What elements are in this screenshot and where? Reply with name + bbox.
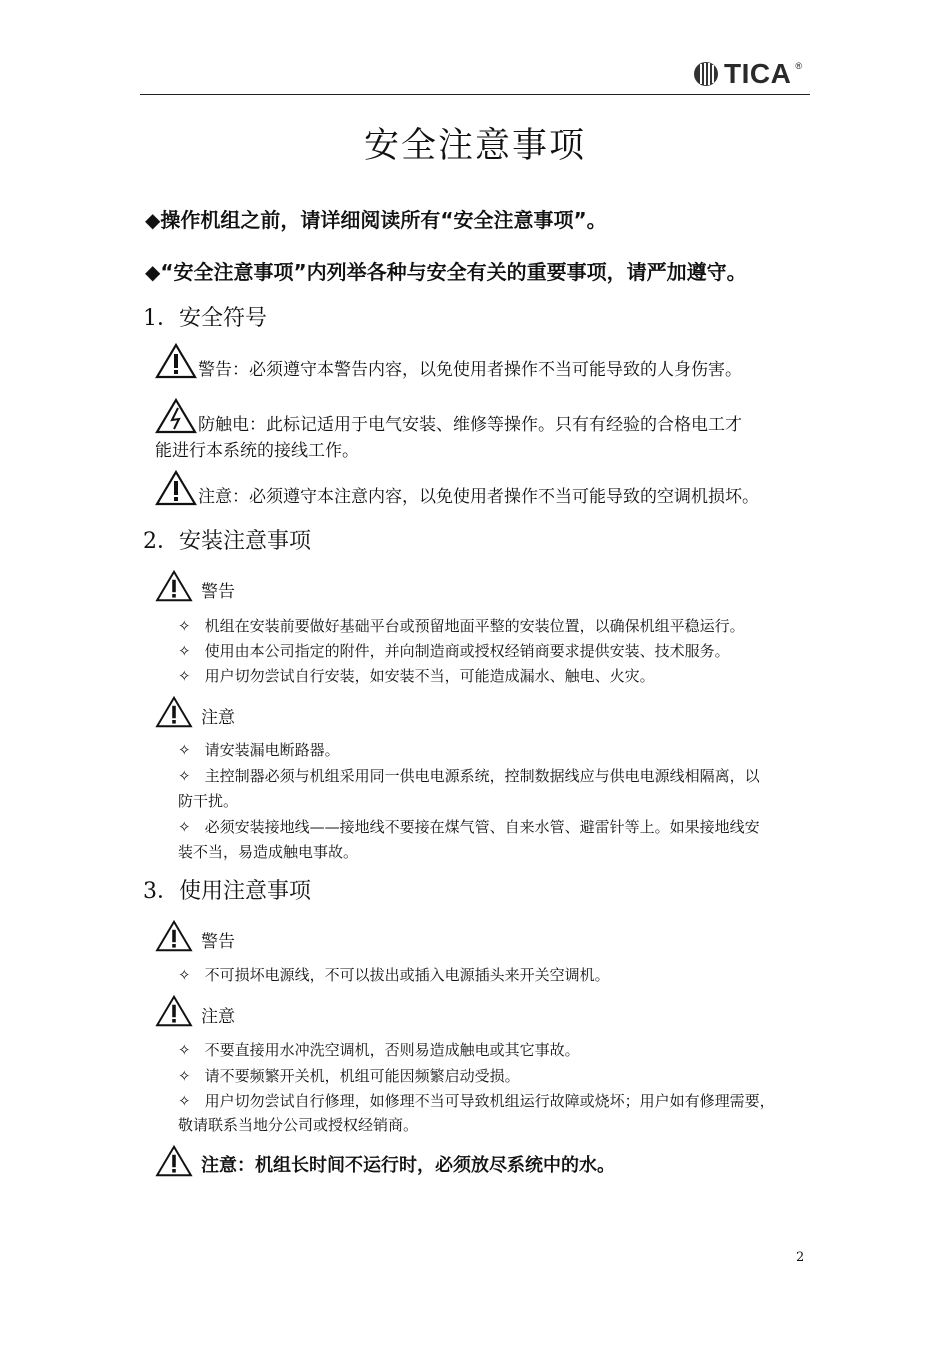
symbol-shock-text-2: 能进行本系统的接线工作。 [155, 441, 359, 461]
list-item-continuation: 敬请联系当地分公司或授权经销商。 [178, 1116, 419, 1134]
logo-text: TICA [724, 58, 792, 89]
symbol-warning-text: 警告：必须遵守本警告内容，以免使用者操作不当可能导致的人身伤害。 [198, 360, 742, 380]
symbol-caution-text: 注意：必须遵守本注意内容，以免使用者操作不当可能导致的空调机损坏。 [198, 487, 759, 507]
section3-caution-subhead [155, 995, 235, 1027]
list-item: ✧ 机组在安装前要做好基础平台或预留地面平整的安装位置，以确保机组平稳运行。 [178, 617, 745, 635]
page-number: 2 [796, 1250, 805, 1265]
list-item-continuation: 装不当，易造成触电事故。 [178, 843, 359, 861]
section3-warning-subhead [155, 920, 235, 952]
warning-triangle-icon [155, 343, 197, 379]
symbol-shock-line [155, 398, 815, 464]
caution-triangle-icon [155, 470, 197, 506]
final-caution-text: 注意：机组长时间不运行时，必须放尽系统中的水。 [201, 1155, 615, 1176]
list-item: ✧ 不要直接用水冲洗空调机，否则易造成触电或其它事故。 [178, 1041, 580, 1059]
symbol-warning-line [155, 343, 815, 383]
final-caution-note [155, 1145, 615, 1177]
warning-triangle-icon [155, 920, 193, 952]
logo-registered-mark: ® [795, 61, 802, 71]
section2-heading: 2．安装注意事项 [143, 529, 311, 554]
list-item-continuation: 防干扰。 [178, 792, 239, 810]
page-title: 安全注意事项 [363, 126, 586, 166]
section3-caution-label: 注意 [201, 1007, 235, 1027]
section2-caution-label: 注意 [201, 708, 235, 728]
symbol-shock-text: 防触电：此标记适用于电气安装、维修等操作。只有有经验的合格电工才 [198, 415, 742, 435]
caution-triangle-icon [155, 995, 193, 1027]
list-item: ✧ 用户切勿尝试自行修理，如修理不当可导致机组运行故障或烧坏；用户如有修理需要， [178, 1092, 775, 1110]
electric-shock-icon [155, 398, 197, 434]
caution-triangle-icon [155, 696, 193, 728]
list-item: ✧ 不可损坏电源线，不可以拔出或插入电源插头来开关空调机。 [178, 966, 610, 984]
header-rule [140, 94, 810, 95]
list-item: ✧ 请不要频繁开关机，机组可能因频繁启动受损。 [178, 1067, 520, 1085]
section2-caution-subhead [155, 696, 235, 728]
caution-triangle-icon [155, 1145, 193, 1177]
list-item: ✧ 用户切勿尝试自行安装，如安装不当，可能造成漏水、触电、火灾。 [178, 667, 655, 685]
section1-heading: 1．安全符号 [143, 306, 267, 331]
warning-triangle-icon [155, 570, 193, 602]
intro-line-2: ◆“安全注意事项”内列举各种与安全有关的重要事项，请严加遵守。 [145, 260, 747, 284]
list-item: ✧ 使用由本公司指定的附件，并向制造商或授权经销商要求提供安装、技术服务。 [178, 642, 730, 660]
list-item: ✧ 请安装漏电断路器。 [178, 741, 340, 759]
tica-logo [692, 58, 802, 90]
intro-line-1: ◆操作机组之前，请详细阅读所有“安全注意事项”。 [145, 208, 607, 232]
section3-heading: 3．使用注意事项 [143, 879, 311, 904]
section3-warning-label: 警告 [201, 932, 235, 952]
list-item: ✧ 必须安装接地线——接地线不要接在煤气管、自来水管、避雷针等上。如果接地线安 [178, 818, 760, 836]
section2-warning-subhead [155, 570, 235, 602]
section2-warning-label: 警告 [201, 582, 235, 602]
list-item: ✧ 主控制器必须与机组采用同一供电电源系统，控制数据线应与供电电源线相隔离，以 [178, 767, 760, 785]
tica-logo-icon [692, 60, 720, 88]
symbol-caution-line [155, 470, 815, 510]
